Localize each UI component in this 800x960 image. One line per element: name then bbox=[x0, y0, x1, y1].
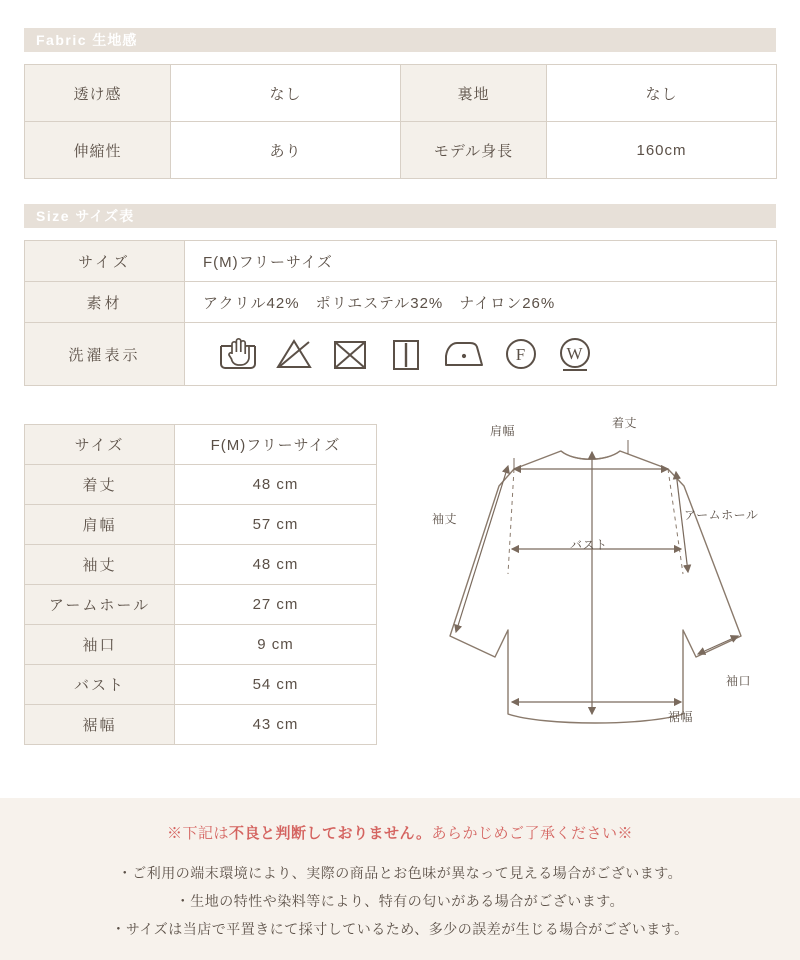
svg-text:W: W bbox=[566, 344, 584, 363]
wash-care-symbols-cell bbox=[185, 323, 777, 386]
size-value-material: アクリル42% ポリエステル32% ナイロン26% bbox=[185, 282, 777, 323]
size-spec-table bbox=[24, 240, 777, 386]
hand-wash-icon bbox=[217, 334, 259, 374]
diagram-label-armhole: アームホール bbox=[684, 508, 759, 522]
table-row bbox=[25, 705, 377, 745]
table-row bbox=[25, 241, 777, 282]
table-row bbox=[25, 625, 377, 665]
measure-label-cuff: 袖口 bbox=[25, 625, 175, 665]
measure-label-length: 着丈 bbox=[25, 465, 175, 505]
measure-value-sleeve: 48 cm bbox=[175, 545, 377, 585]
table-row bbox=[25, 323, 777, 386]
notice-title-prefix: ※下記は bbox=[167, 825, 230, 842]
no-tumble-dry-icon bbox=[329, 334, 371, 374]
diagram-label-bust: バスト bbox=[570, 538, 608, 552]
wash-care-symbols bbox=[203, 323, 776, 385]
fabric-label-lining: 裏地 bbox=[401, 65, 547, 122]
size-label-material: 素材 bbox=[25, 282, 185, 323]
table-row bbox=[25, 425, 377, 465]
fabric-value-model-height: 160cm bbox=[547, 122, 777, 179]
table-row bbox=[25, 65, 777, 122]
section-header-fabric-en: Fabric bbox=[36, 32, 88, 48]
table-row bbox=[25, 282, 777, 323]
fabric-value-stretch: あり bbox=[171, 122, 401, 179]
list-item: ・ご利用の端末環境により、実際の商品とお色味が異なって見える場合がございます。 bbox=[117, 865, 683, 881]
measure-header-value: F(M)フリーサイズ bbox=[175, 425, 377, 465]
section-header-size bbox=[24, 204, 776, 228]
measure-header-label: サイズ bbox=[25, 425, 175, 465]
size-label-wash: 洗濯表示 bbox=[25, 323, 185, 386]
table-row bbox=[25, 545, 377, 585]
fabric-label-model-height: モデル身長 bbox=[401, 122, 547, 179]
garment-measurement-diagram bbox=[396, 414, 776, 754]
fabric-label-stretch: 伸縮性 bbox=[25, 122, 171, 179]
fabric-value-sheerness: なし bbox=[171, 65, 401, 122]
fabric-table bbox=[24, 64, 777, 179]
measure-value-bust: 54 cm bbox=[175, 665, 377, 705]
fabric-value-lining: なし bbox=[547, 65, 777, 122]
table-row bbox=[25, 465, 377, 505]
dry-clean-f-icon bbox=[501, 334, 541, 374]
section-header-fabric-jp: 生地感 bbox=[92, 32, 138, 48]
notice-list bbox=[0, 859, 800, 943]
measure-label-shoulder: 肩幅 bbox=[25, 505, 175, 545]
notice-title bbox=[0, 822, 800, 843]
size-label-size: サイズ bbox=[25, 241, 185, 282]
measure-value-cuff: 9 cm bbox=[175, 625, 377, 665]
diagram-label-hem: 裾幅 bbox=[668, 710, 694, 724]
measure-value-length: 48 cm bbox=[175, 465, 377, 505]
measure-label-sleeve: 袖丈 bbox=[25, 545, 175, 585]
table-row bbox=[25, 505, 377, 545]
diagram-label-cuff: 袖口 bbox=[726, 674, 752, 688]
size-value-size: F(M)フリーサイズ bbox=[185, 241, 777, 282]
measurement-table bbox=[24, 424, 377, 745]
iron-low-icon bbox=[441, 334, 487, 374]
section-header-size-jp: サイズ表 bbox=[75, 208, 135, 224]
diagram-label-shoulder: 肩幅 bbox=[490, 424, 516, 438]
table-row bbox=[25, 122, 777, 179]
notice-title-strong: 不良と判断しておりません。 bbox=[229, 825, 432, 842]
fabric-label-sheerness: 透け感 bbox=[25, 65, 171, 122]
measure-label-hem: 裾幅 bbox=[25, 705, 175, 745]
no-bleach-icon bbox=[273, 334, 315, 374]
measure-label-armhole: アームホール bbox=[25, 585, 175, 625]
wet-clean-w-icon bbox=[555, 334, 595, 374]
measure-value-shoulder: 57 cm bbox=[175, 505, 377, 545]
notice-title-suffix: あらかじめご了承ください※ bbox=[431, 825, 633, 842]
diagram-label-length: 着丈 bbox=[612, 416, 638, 430]
table-row bbox=[25, 585, 377, 625]
svg-text:F: F bbox=[515, 345, 527, 364]
list-item: ・生地の特性や染料等により、特有の匂いがある場合がございます。 bbox=[175, 893, 625, 909]
drip-dry-line-icon bbox=[385, 334, 427, 374]
measure-label-bust: バスト bbox=[25, 665, 175, 705]
measure-value-armhole: 27 cm bbox=[175, 585, 377, 625]
notice-block bbox=[0, 798, 800, 960]
list-item: ・サイズは当店で平置きにて採寸しているため、多少の誤差が生じる場合がございます。 bbox=[111, 921, 689, 937]
section-header-fabric bbox=[24, 28, 776, 52]
section-header-size-en: Size bbox=[36, 208, 71, 224]
measure-value-hem: 43 cm bbox=[175, 705, 377, 745]
diagram-label-sleeve: 袖丈 bbox=[432, 512, 458, 526]
garment-outline-svg bbox=[396, 414, 776, 754]
table-row bbox=[25, 665, 377, 705]
